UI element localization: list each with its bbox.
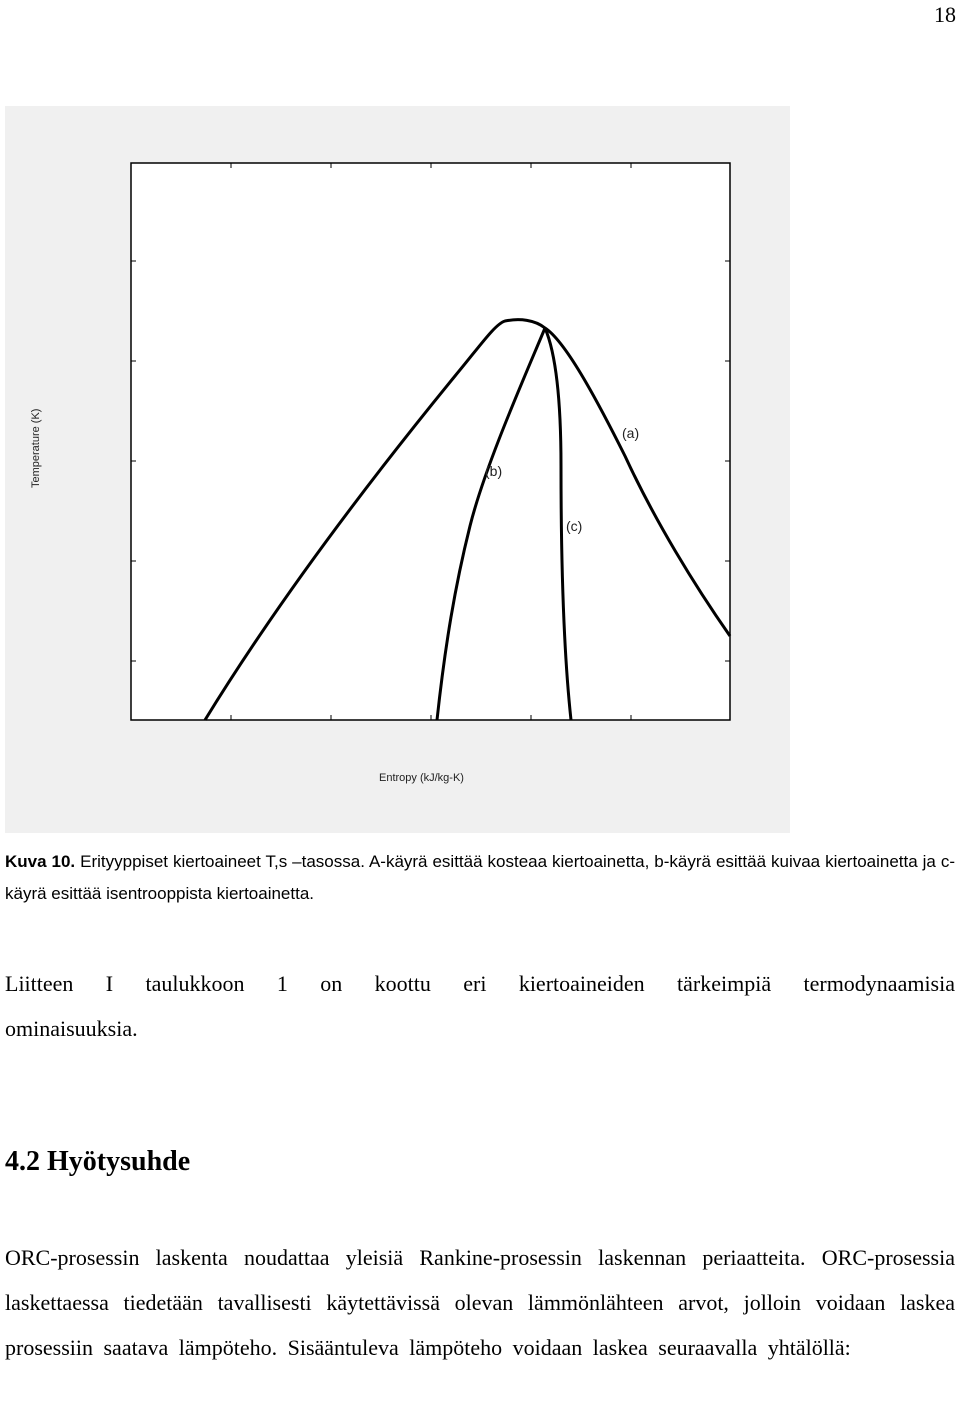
page-number: 18 (934, 2, 956, 27)
curve-b-label: (b) (485, 463, 503, 479)
ts-diagram-figure (5, 106, 790, 833)
figure-caption (5, 846, 955, 910)
caption-text: Erityyppiset kiertoaineet T,s –tasossa. A-käyrä esittää kosteaa kiertoainetta, b-käyrä esittää kuivaa kiertoainetta ja c-käyrä esittää isentrooppista kiertoainetta. (5, 852, 955, 903)
paragraph-attachment: Liitteen I taulukkoon 1 on koottu eri kiertoaineiden tärkeimpiä termodynaamisia ominaisuuksia. (5, 971, 955, 1041)
section-heading: 4.2 Hyötysuhde (5, 1146, 191, 1177)
plot-area (131, 163, 730, 720)
y-axis-label: Temperature (K) (30, 408, 42, 488)
x-axis-label: Entropy (kJ/kg-K) (379, 772, 464, 784)
paragraph-efficiency: ORC-prosessin laskenta noudattaa yleisiä Rankine-prosessin laskennan periaatteita. ORC-prosessia laskettaessa tiedetään tavallisesti käytettävissä olevan lämmönlähteen arvot, jolloin voidaan laskea prosessiin saatava lämpöteho. Sisääntuleva lämpöteho voidaan laskea seuraavalla yhtälöllä: (5, 1245, 955, 1360)
curve-c-label: (c) (566, 518, 583, 534)
curve-a-label: (a) (622, 425, 640, 441)
ts-diagram (5, 106, 790, 833)
caption-prefix: Kuva 10. (5, 852, 76, 871)
